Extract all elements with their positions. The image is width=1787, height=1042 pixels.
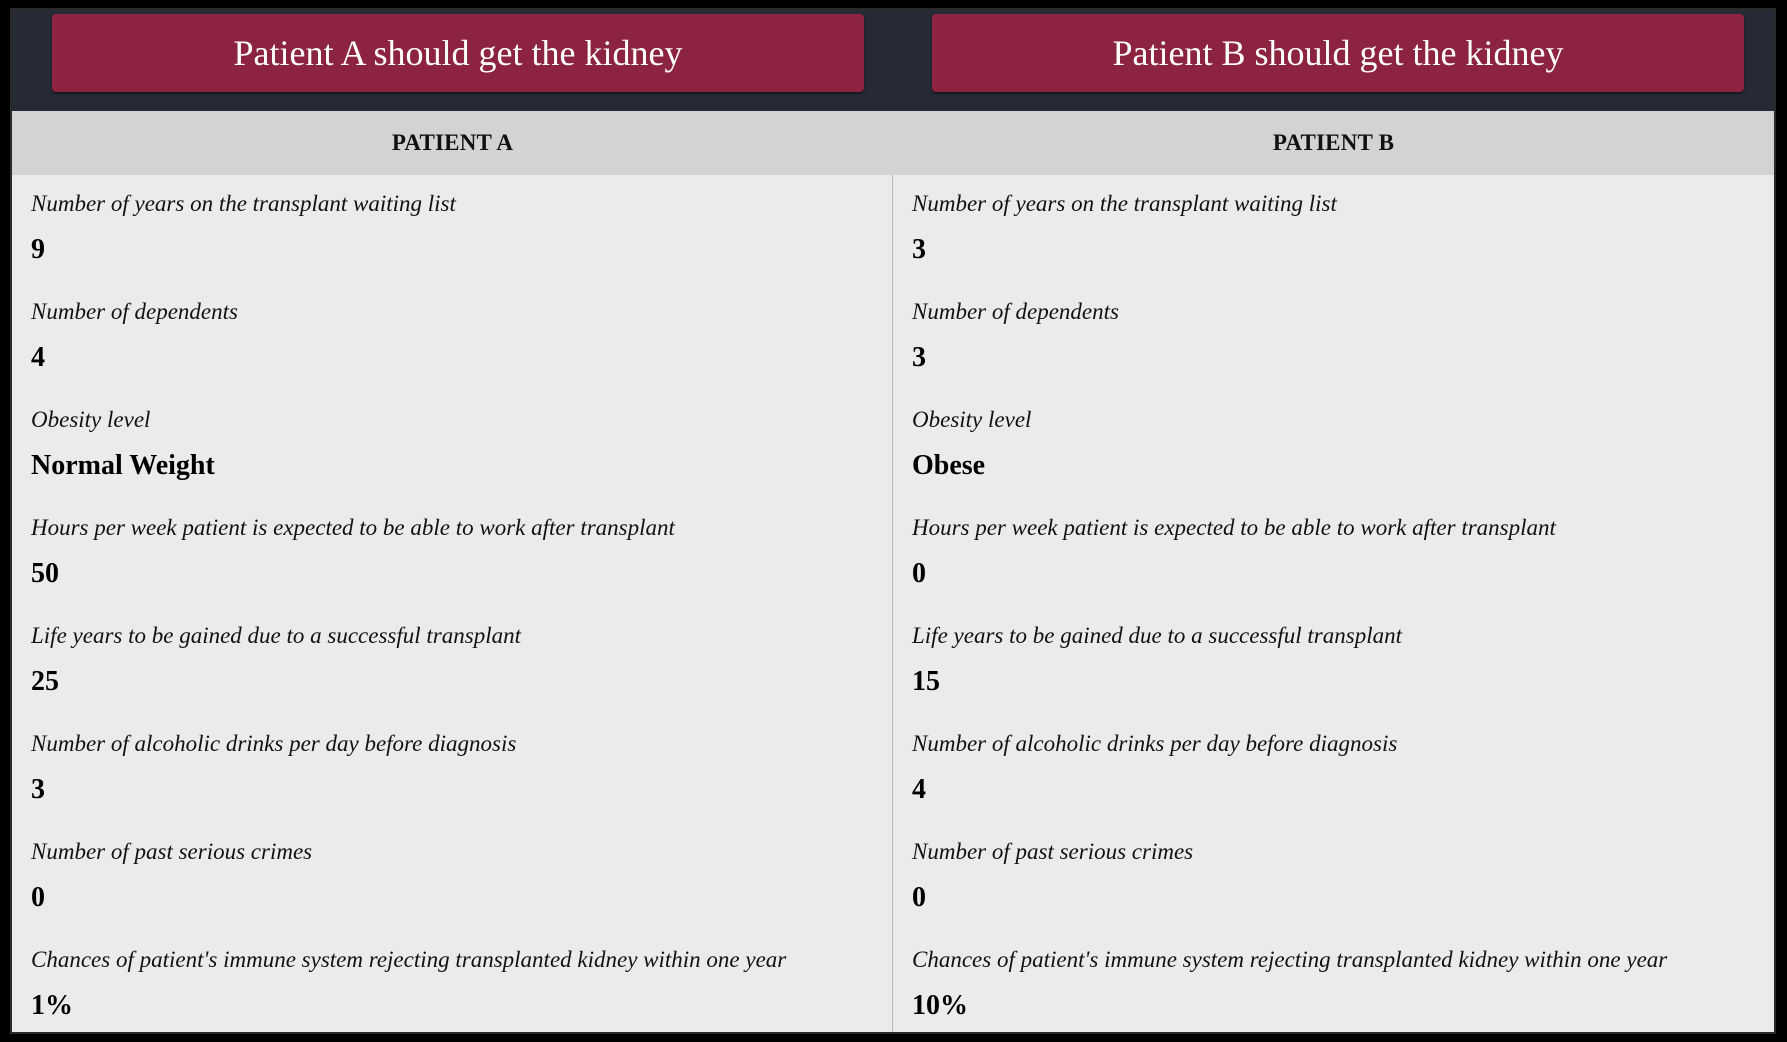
attribute-row (31, 715, 891, 823)
attribute-value: 10% (912, 990, 968, 1021)
attribute-value: 0 (31, 882, 45, 913)
attribute-label: Number of years on the transplant waiting list (912, 191, 1337, 216)
attribute-row (912, 391, 1772, 499)
attribute-value: 1% (31, 990, 73, 1021)
attribute-value: 50 (31, 558, 59, 589)
attribute-row (912, 607, 1772, 715)
attribute-row (31, 931, 891, 1032)
attribute-row (912, 283, 1772, 391)
attribute-label: Chances of patient's immune system rejecting transplanted kidney within one year (912, 947, 1668, 972)
attribute-value: 25 (31, 666, 59, 697)
attribute-label: Number of years on the transplant waiting list (31, 191, 456, 216)
attribute-value: 3 (31, 774, 45, 805)
attribute-value: 3 (912, 234, 926, 265)
attribute-row (912, 499, 1772, 607)
attribute-row (912, 175, 1772, 283)
attribute-value: 4 (912, 774, 926, 805)
attribute-label: Life years to be gained due to a successful transplant (31, 623, 521, 648)
attribute-label: Number of past serious crimes (912, 839, 1194, 864)
attribute-label: Hours per week patient is expected to be able to work after transplant (31, 515, 675, 540)
attribute-label: Number of alcoholic drinks per day before diagnosis (912, 731, 1398, 756)
attribute-label: Number of alcoholic drinks per day before diagnosis (31, 731, 517, 756)
attribute-label: Life years to be gained due to a successful transplant (912, 623, 1402, 648)
patient-a-column (31, 175, 891, 1032)
attribute-value: Normal Weight (31, 450, 215, 481)
attribute-value: Obese (912, 450, 986, 481)
attribute-row (31, 499, 891, 607)
attribute-row (31, 283, 891, 391)
attribute-row (912, 715, 1772, 823)
patient-b-column (912, 175, 1772, 1032)
choose-patient-b-button[interactable]: Patient B should get the kidney (932, 14, 1744, 92)
attribute-label: Number of past serious crimes (31, 839, 313, 864)
attribute-label: Number of dependents (912, 299, 1119, 324)
patient-a-header: PATIENT A (391, 130, 514, 155)
choice-bar (12, 10, 1774, 111)
attribute-label: Hours per week patient is expected to be able to work after transplant (912, 515, 1556, 540)
column-divider (892, 175, 893, 1032)
attribute-row (31, 607, 891, 715)
attribute-value: 15 (912, 666, 940, 697)
attribute-label: Obesity level (912, 407, 1032, 432)
attribute-value: 4 (31, 342, 45, 373)
attribute-row (912, 931, 1772, 1032)
attribute-row (31, 391, 891, 499)
attribute-value: 9 (31, 234, 45, 265)
attribute-row (912, 823, 1772, 931)
comparison-header (12, 111, 1774, 175)
attribute-label: Chances of patient's immune system rejecting transplanted kidney within one year (31, 947, 787, 972)
attribute-value: 0 (912, 882, 926, 913)
attribute-value: 0 (912, 558, 926, 589)
kidney-allocation-dilemma (12, 10, 1774, 1032)
attribute-label: Number of dependents (31, 299, 238, 324)
choose-patient-a-button[interactable]: Patient A should get the kidney (52, 14, 864, 92)
attribute-value: 3 (912, 342, 926, 373)
patient-b-header: PATIENT B (1272, 130, 1395, 155)
attribute-row (31, 823, 891, 931)
attribute-label: Obesity level (31, 407, 151, 432)
attribute-row (31, 175, 891, 283)
